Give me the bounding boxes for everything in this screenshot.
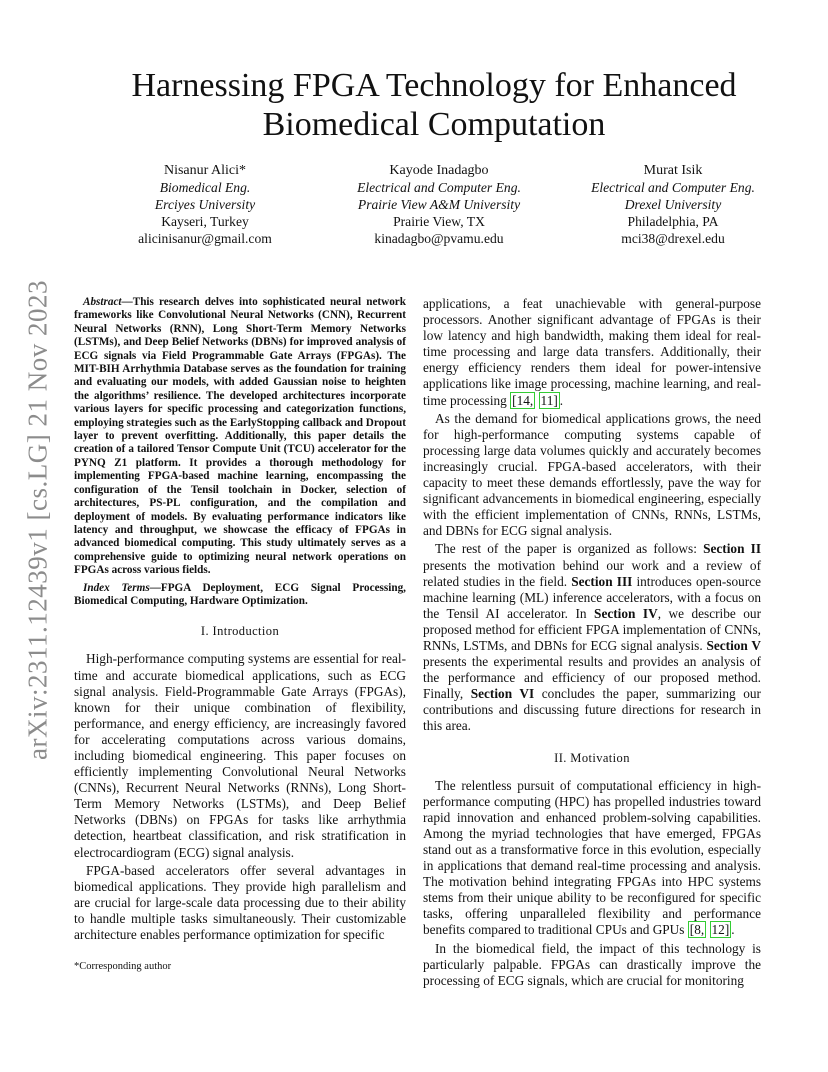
author-university: Prairie View A&M University [357, 197, 521, 212]
left-column [74, 296, 406, 943]
paragraph-text: introduces open-source machine learning (ML) inference accelerators, with a focus on the Tensil AI accelerator. In [423, 573, 761, 621]
author-email: mci38@drexel.edu [621, 231, 725, 246]
intro-paragraph-1: High-performance computing systems are essential for real-time and accurate biomedical applications, such as ECG signal analysis. Field-Programmable Gate Arrays (FPGAs), known for their unique combination of flexibility, performance, and energy efficiency, are increasingly favored for accelerating computations across various domains, including biomedical engineering. This paper focuses on efficiently implementing Convolutional Neural Networks (CNNs), Recurrent Neural Networks (RNNs), Long Short-Term Memory Networks (LSTMs), and Deep Belief Networks (DBNs) on FPGAs for tasks like arrhythmia detection, heartbeat classification, and risk stratification in electrocardiogram (ECG) signal analysis. [74, 651, 406, 860]
section-heading-motivation: II. Motivation [554, 750, 630, 765]
citation-link[interactable]: 12] [711, 922, 730, 938]
paragraph-text: The rest of the paper is organized as follows: [435, 541, 704, 557]
arxiv-identifier-stamp: arXiv:2311.12439v1 [cs.LG] 21 Nov 2023 [22, 280, 53, 760]
citation-link[interactable]: [14, [512, 392, 534, 408]
paper-title: Harnessing FPGA Technology for Enhanced Biomedical Computation [131, 67, 737, 143]
author-email: kinadagbo@pvamu.edu [374, 231, 504, 246]
section-ref: Section VI [470, 686, 535, 702]
paragraph-text: presents the motivation behind our work and a review of related studies in the field. [423, 557, 761, 589]
abstract-text: —This research delves into sophisticated neural network frameworks like Convolutional Neural Networks (CNN), Recurrent Neural Networks (RNN), Long Short-Term Memory Networks (LSTMs), and Deep Belief Networks (DBNs) for improved analysis of ECG signals via Field Programmable Gate Arrays (FPGAs). The MIT-BIH Arrhythmia Database serves as the foundation for training and evaluating our models, with added Gaussian noise to heighten the algorithms’ resilience. The developed architectures incorporate various layers for specific processing and categorization functions, employing strategies such as the EarlyStopping callback and Dropout layer to prevent overfitting. Additionally, this paper details the creation of a tailored Tensor Compute Unit (TCU) accelerator for the PYNQ Z1 platform. It provides a thorough methodology for implementing FPGA-based machine learning, encompassing the configuration of the Tensil toolchain in Docker, selection of architectures, PS-PL configuration, and the compilation and deployment of models. By evaluating performance indicators like latency and throughput, we showcase the efficacy of FPGAs in advanced biomedical computing. This study ultimately serves as a comprehensive guide to optimizing neural network operations on FPGAs across various fields. [74, 296, 406, 577]
paragraph-text: , we describe our proposed method for efficient FPGA implementation of CNNs, RNNs, LSTMs, and DBNs for ECG signal analysis. [423, 605, 762, 653]
index-terms [74, 582, 406, 609]
section-heading-introduction: I. Introduction [200, 624, 280, 639]
citation-link[interactable]: [8, [689, 922, 705, 938]
paragraph-text: applications, a feat unachievable with general-purpose processors. Another significant advantage of FPGAs is their low latency and high bandwidth, making them ideal for real-time processing and large data transfers. Additionally, their energy efficiency renders them ideal for power-intensive applications like image processing, machine learning, and real-time processing [423, 296, 761, 408]
paragraph-text: The relentless pursuit of computational efficiency in high-performance computing (HPC) has propelled industries toward rapid innovation and enhanced problem-solving capabilities. Among the myriad technologies that have emerged, FPGAs stand out as a transformative force in this evolution, especially in applications that demand real-time processing and analysis. The motivation behind integrating FPGAs into HPC systems stems from their unique ability to be reconfigured for specific tasks, offering unparalleled flexibility and performance benefits compared to traditional CPUs and GPUs [423, 777, 761, 938]
author-email: alicinisanur@gmail.com [138, 231, 272, 246]
author-block [90, 162, 788, 247]
author-department: Biomedical Eng. [159, 180, 251, 195]
abstract-label: Abstract [83, 296, 122, 308]
index-terms-text: —FPGA Deployment, ECG Signal Processing, Biomedical Computing, Hardware Optimization. [74, 581, 406, 607]
section-ref: Section II [703, 541, 761, 557]
author-city: Kayseri, Turkey [161, 214, 249, 229]
index-terms-label: Index Terms [83, 581, 150, 594]
motivation-paragraph-1: The relentless pursuit of computational efficiency in high-performance computing (HPC) has propelled industries toward rapid innovation and enhanced problem-solving capabilities. Among the myriad technologies that have emerged, FPGAs stand out as a transformative force in this evolution, especially in applications that demand real-time processing and analysis. The motivation behind integrating FPGAs into HPC systems stems from their unique ability to be reconfigured for specific tasks, offering unparalleled flexibility and performance benefits compared to traditional CPUs and GPUs [8, 12] . [423, 777, 761, 938]
section-ref: Section V [706, 637, 761, 653]
footnote: *Corresponding author [74, 961, 172, 972]
citation-link[interactable]: 11] [540, 392, 558, 408]
author-university: Drexel University [624, 197, 722, 212]
intro-paragraph-2: FPGA-based accelerators offer several advantages in biomedical applications. They provide high parallelism and are crucial for large-scale data processing due to their ability to handle multiple tasks simultaneously. Their customizable architecture enables performance optimization for specific [74, 862, 406, 943]
author-department: Electrical and Computer Eng. [357, 180, 521, 195]
author-3 [558, 162, 788, 247]
author-name: Murat Isik [643, 163, 703, 178]
author-city: Philadelphia, PA [627, 214, 719, 229]
author-university: Erciyes University [154, 197, 256, 212]
paragraph-text: presents the experimental results and provides an analysis of the performance and efficiency of our proposed method. Finally, [423, 654, 761, 702]
right-column [423, 296, 761, 989]
abstract [74, 296, 406, 578]
intro-paragraph-5 [423, 541, 761, 734]
author-department: Electrical and Computer Eng. [591, 180, 755, 195]
paragraph-text: concludes the paper, summarizing our contributions and discussing future directions for research in this area. [423, 686, 761, 734]
section-ref: Section IV [594, 605, 658, 621]
author-1 [90, 162, 320, 247]
author-2 [324, 162, 554, 247]
author-name: Kayode Inadagbo [389, 163, 489, 178]
motivation-paragraph-2: In the biomedical field, the impact of this technology is particularly palpable. FPGAs can drastically improve the processing of ECG signals, which are crucial for monitoring [423, 940, 761, 988]
intro-paragraph-4: As the demand for biomedical applications grows, the need for high-performance computing systems capable of processing large data volumes quickly and accurately becomes increasingly crucial. FPGA-based accelerators, with their capacity to meet these demands effortlessly, pave the way for significant advancements in biomedical engineering, especially with the efficient implementation of CNNs, RNNs, LSTMs, and DBNs for ECG signal analysis. [423, 410, 761, 539]
author-name: Nisanur Alici* [163, 163, 247, 178]
author-city: Prairie View, TX [393, 214, 485, 229]
intro-paragraph-3: applications, a feat unachievable with general-purpose processors. Another significant advantage of FPGAs is their low latency and high bandwidth, making them ideal for real-time processing and large data transfers. Additionally, their energy efficiency renders them ideal for power-intensive applications like image processing, machine learning, and real-time processing [14, 11] . [423, 296, 761, 408]
section-ref: Section III [571, 573, 633, 589]
